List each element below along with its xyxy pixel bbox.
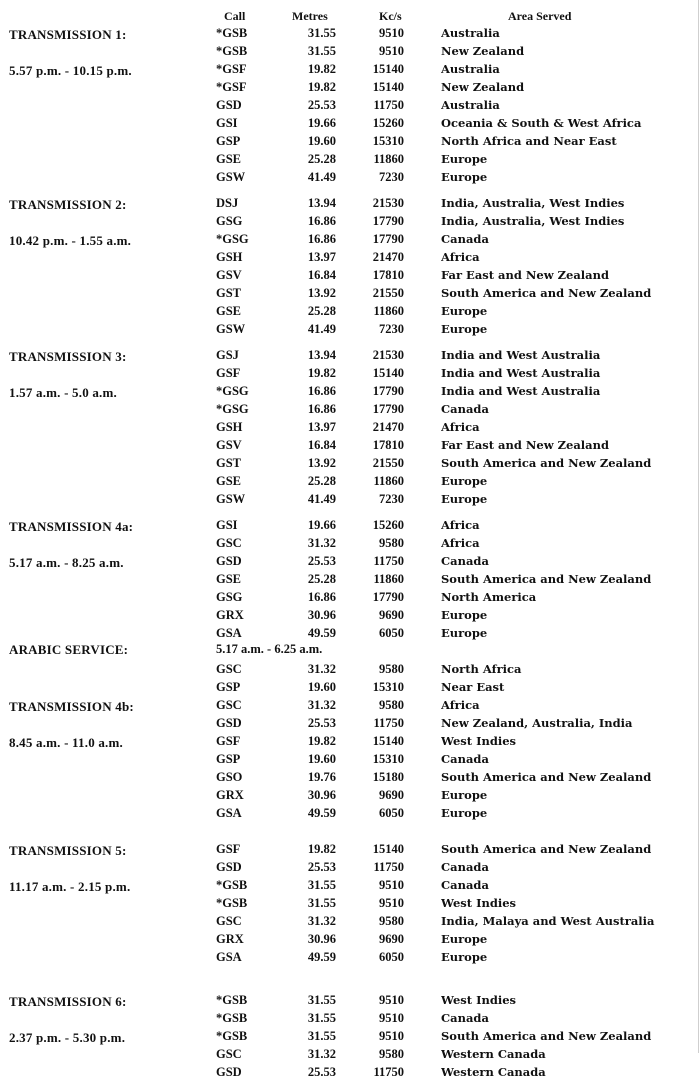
cell-call: GSD [216, 554, 242, 568]
table-row [0, 716, 700, 734]
section-title: TRANSMISSION 1: [9, 27, 127, 42]
cell-kcs: 15310 [372, 680, 404, 694]
cell-kcs: 7230 [379, 170, 404, 184]
cell-call: GSE [216, 474, 242, 488]
cell-kcs: 9510 [379, 993, 404, 1007]
cell-area: Africa [441, 698, 480, 712]
table-row [0, 842, 700, 860]
table-row [0, 214, 700, 232]
header-area-served: Area Served [508, 9, 572, 23]
cell-area: New Zealand [441, 80, 525, 94]
header-metres: Metres [292, 9, 328, 23]
table-row [0, 1047, 700, 1065]
table-row [0, 950, 700, 968]
cell-call: GSD [216, 860, 242, 874]
cell-area: Far East and New Zealand [441, 438, 610, 452]
cell-call: GSA [216, 950, 242, 964]
cell-area: Western Canada [441, 1047, 546, 1061]
cell-metres: 25.53 [307, 98, 336, 112]
section-time: 11.17 a.m. - 2.15 p.m. [9, 879, 131, 894]
section-time: 2.37 p.m. - 5.30 p.m. [9, 1030, 126, 1045]
table-row [0, 304, 700, 322]
cell-metres: 41.49 [307, 492, 336, 506]
section-title: TRANSMISSION 2: [9, 197, 127, 212]
cell-kcs: 9510 [379, 878, 404, 892]
cell-metres: 19.82 [307, 734, 336, 748]
cell-call: GSJ [216, 348, 239, 362]
cell-call: GSP [216, 680, 241, 694]
cell-area: New Zealand, Australia, India [441, 716, 633, 730]
cell-metres: 31.55 [307, 44, 336, 58]
cell-call: GRX [216, 608, 244, 622]
cell-call: GSO [216, 770, 243, 784]
cell-kcs: 11860 [373, 304, 404, 318]
cell-call: GSC [216, 1047, 242, 1061]
table-row [0, 752, 700, 770]
cell-metres: 13.97 [307, 420, 336, 434]
cell-kcs: 11750 [373, 554, 404, 568]
table-row [0, 152, 700, 170]
cell-call: GST [216, 286, 242, 300]
cell-metres: 49.59 [307, 950, 336, 964]
table-row [0, 170, 700, 188]
cell-metres: 19.82 [307, 62, 336, 76]
cell-metres: 25.53 [307, 1065, 336, 1079]
cell-area: South America and New Zealand [441, 572, 652, 586]
cell-call: GSV [216, 268, 242, 282]
cell-call: GSE [216, 572, 242, 586]
section-note: 5.17 a.m. - 6.25 a.m. [216, 642, 323, 656]
cell-kcs: 9510 [379, 44, 404, 58]
cell-metres: 30.96 [307, 932, 336, 946]
cell-call: *GSG [216, 232, 249, 246]
cell-area: West Indies [441, 896, 517, 910]
cell-metres: 25.28 [307, 304, 336, 318]
cell-kcs: 11750 [373, 1065, 404, 1079]
cell-metres: 13.97 [307, 250, 336, 264]
cell-area: Far East and New Zealand [441, 268, 610, 282]
cell-metres: 30.96 [307, 788, 336, 802]
cell-area: South America and New Zealand [441, 770, 652, 784]
cell-kcs: 15180 [372, 770, 404, 784]
cell-kcs: 15310 [372, 134, 404, 148]
table-row [0, 518, 700, 536]
cell-metres: 31.55 [307, 878, 336, 892]
section-title: TRANSMISSION 6: [9, 994, 127, 1009]
cell-call: GSC [216, 698, 242, 712]
cell-call: GSC [216, 536, 242, 550]
cell-area: South America and New Zealand [441, 456, 652, 470]
table-row [0, 456, 700, 474]
cell-kcs: 17790 [372, 214, 404, 228]
section-title: ARABIC SERVICE: [9, 642, 129, 657]
cell-kcs: 17790 [372, 232, 404, 246]
cell-area: Europe [441, 626, 488, 640]
cell-area: West Indies [441, 993, 517, 1007]
cell-metres: 41.49 [307, 322, 336, 336]
section-time: 8.45 a.m. - 11.0 a.m. [9, 735, 123, 750]
cell-call: GRX [216, 788, 244, 802]
cell-call: *GSB [216, 26, 248, 40]
cell-area: West Indies [441, 734, 517, 748]
cell-kcs: 9580 [379, 662, 404, 676]
cell-kcs: 15140 [372, 734, 404, 748]
cell-metres: 19.82 [307, 842, 336, 856]
cell-metres: 16.86 [307, 590, 336, 604]
cell-kcs: 9510 [379, 1029, 404, 1043]
cell-kcs: 9580 [379, 698, 404, 712]
cell-metres: 19.66 [307, 518, 336, 532]
cell-area: Europe [441, 788, 488, 802]
cell-metres: 25.53 [307, 554, 336, 568]
cell-call: GSW [216, 492, 246, 506]
table-row [0, 770, 700, 788]
cell-call: GSW [216, 322, 246, 336]
cell-call: GSH [216, 420, 243, 434]
table-row [0, 116, 700, 134]
cell-metres: 49.59 [307, 806, 336, 820]
cell-metres: 31.32 [307, 1047, 336, 1061]
cell-call: GSI [216, 518, 238, 532]
table-row [0, 878, 700, 896]
section-time: 5.57 p.m. - 10.15 p.m. [9, 63, 132, 78]
cell-call: GSH [216, 250, 243, 264]
cell-call: *GSB [216, 44, 248, 58]
cell-area: Africa [441, 536, 480, 550]
cell-kcs: 15140 [372, 80, 404, 94]
cell-area: India, Australia, West Indies [441, 196, 625, 210]
table-row [0, 788, 700, 806]
cell-metres: 13.94 [307, 196, 336, 210]
table-row [0, 993, 700, 1011]
section-time: 1.57 a.m. - 5.0 a.m. [9, 385, 117, 400]
cell-kcs: 15140 [372, 62, 404, 76]
cell-kcs: 11750 [373, 716, 404, 730]
table-row [0, 322, 700, 340]
cell-kcs: 21470 [372, 420, 404, 434]
cell-call: GSW [216, 170, 246, 184]
cell-kcs: 9690 [379, 608, 404, 622]
table-row [0, 662, 700, 680]
cell-call: GSA [216, 626, 242, 640]
section-title: TRANSMISSION 4b: [9, 699, 134, 714]
cell-kcs: 15310 [372, 752, 404, 766]
cell-area: South America and New Zealand [441, 286, 652, 300]
cell-metres: 13.94 [307, 348, 336, 362]
table-row [0, 734, 700, 752]
table-row [0, 80, 700, 98]
cell-metres: 16.84 [307, 268, 336, 282]
cell-metres: 16.86 [307, 384, 336, 398]
cell-call: GSP [216, 134, 241, 148]
table-row [0, 572, 700, 590]
section-title: TRANSMISSION 4a: [9, 519, 134, 534]
table-row [0, 232, 700, 250]
cell-call: *GSB [216, 993, 248, 1007]
cell-metres: 25.53 [307, 716, 336, 730]
cell-metres: 30.96 [307, 608, 336, 622]
table-row [0, 1011, 700, 1029]
cell-area: Europe [441, 608, 488, 622]
cell-kcs: 9510 [379, 1011, 404, 1025]
cell-area: Canada [441, 860, 489, 874]
cell-area: Europe [441, 806, 488, 820]
cell-call: *GSG [216, 384, 249, 398]
table-row [0, 384, 700, 402]
table-row [0, 196, 700, 214]
cell-metres: 16.86 [307, 402, 336, 416]
table-row [0, 286, 700, 304]
table-row [0, 608, 700, 626]
cell-area: Canada [441, 878, 489, 892]
cell-kcs: 17790 [372, 402, 404, 416]
cell-metres: 31.32 [307, 914, 336, 928]
cell-area: Africa [441, 250, 480, 264]
cell-kcs: 7230 [379, 322, 404, 336]
cell-kcs: 21530 [372, 348, 404, 362]
cell-call: GSC [216, 914, 242, 928]
table-row [0, 438, 700, 456]
cell-metres: 19.60 [307, 680, 336, 694]
cell-metres: 49.59 [307, 626, 336, 640]
cell-area: South America and New Zealand [441, 842, 652, 856]
cell-area: India and West Australia [441, 384, 601, 398]
cell-call: *GSF [216, 62, 247, 76]
table-row [0, 860, 700, 878]
cell-kcs: 9510 [379, 896, 404, 910]
cell-area: Europe [441, 932, 488, 946]
table-row [0, 698, 700, 716]
table-row [0, 402, 700, 420]
cell-area: Africa [441, 420, 480, 434]
cell-metres: 13.92 [307, 286, 336, 300]
table-row [0, 1029, 700, 1047]
cell-metres: 13.92 [307, 456, 336, 470]
cell-kcs: 21530 [372, 196, 404, 210]
cell-call: DSJ [216, 196, 239, 210]
cell-call: GSP [216, 752, 241, 766]
cell-area: North America [441, 590, 537, 604]
cell-area: Canada [441, 1011, 489, 1025]
header-call: Call [224, 9, 246, 23]
cell-metres: 25.53 [307, 860, 336, 874]
cell-metres: 31.55 [307, 993, 336, 1007]
cell-call: GSE [216, 304, 242, 318]
cell-metres: 31.32 [307, 698, 336, 712]
cell-metres: 31.55 [307, 26, 336, 40]
table-row [0, 98, 700, 116]
cell-metres: 31.55 [307, 1011, 336, 1025]
cell-metres: 25.28 [307, 572, 336, 586]
cell-kcs: 21550 [372, 456, 404, 470]
table-row [0, 474, 700, 492]
cell-kcs: 21550 [372, 286, 404, 300]
cell-call: GSI [216, 116, 238, 130]
cell-kcs: 15140 [372, 366, 404, 380]
cell-kcs: 21470 [372, 250, 404, 264]
table-row [0, 932, 700, 950]
cell-area: Europe [441, 950, 488, 964]
table-row [0, 536, 700, 554]
table-row [0, 366, 700, 384]
cell-call: *GSB [216, 1011, 248, 1025]
cell-area: Europe [441, 492, 488, 506]
cell-call: GSE [216, 152, 242, 166]
cell-call: GSG [216, 214, 243, 228]
cell-call: GSD [216, 716, 242, 730]
cell-area: New Zealand [441, 44, 525, 58]
cell-kcs: 11860 [373, 474, 404, 488]
section-time: 10.42 p.m. - 1.55 a.m. [9, 233, 132, 248]
cell-area: South America and New Zealand [441, 1029, 652, 1043]
cell-call: *GSB [216, 878, 248, 892]
cell-call: GSF [216, 734, 241, 748]
cell-metres: 19.82 [307, 80, 336, 94]
cell-area: Australia [441, 26, 500, 40]
cell-call: *GSB [216, 896, 248, 910]
table-row [0, 554, 700, 572]
cell-area: Canada [441, 232, 489, 246]
cell-call: GSA [216, 806, 242, 820]
cell-metres: 19.60 [307, 752, 336, 766]
cell-call: GRX [216, 932, 244, 946]
cell-kcs: 17810 [372, 438, 404, 452]
cell-kcs: 7230 [379, 492, 404, 506]
cell-kcs: 6050 [379, 806, 404, 820]
cell-area: Oceania & South & West Africa [441, 116, 642, 130]
cell-metres: 41.49 [307, 170, 336, 184]
table-row [0, 914, 700, 932]
cell-kcs: 17810 [372, 268, 404, 282]
cell-kcs: 11750 [373, 98, 404, 112]
cell-area: Canada [441, 554, 489, 568]
cell-metres: 16.84 [307, 438, 336, 452]
cell-area: North Africa [441, 662, 522, 676]
table-row [0, 896, 700, 914]
cell-call: GSC [216, 662, 242, 676]
cell-kcs: 11750 [373, 860, 404, 874]
table-row [0, 420, 700, 438]
cell-area: Australia [441, 62, 500, 76]
cell-area: Europe [441, 322, 488, 336]
cell-call: *GSF [216, 80, 247, 94]
cell-kcs: 15260 [372, 518, 404, 532]
table-row [0, 1065, 700, 1083]
cell-metres: 19.76 [307, 770, 336, 784]
cell-area: Canada [441, 402, 489, 416]
cell-kcs: 9580 [379, 914, 404, 928]
cell-kcs: 9580 [379, 1047, 404, 1061]
cell-kcs: 15140 [372, 842, 404, 856]
cell-area: India, Australia, West Indies [441, 214, 625, 228]
cell-metres: 19.66 [307, 116, 336, 130]
cell-kcs: 9690 [379, 932, 404, 946]
cell-kcs: 15260 [372, 116, 404, 130]
section-title: TRANSMISSION 3: [9, 349, 127, 364]
cell-metres: 19.60 [307, 134, 336, 148]
cell-kcs: 9580 [379, 536, 404, 550]
cell-kcs: 9690 [379, 788, 404, 802]
table-row [0, 680, 700, 698]
table-row [0, 268, 700, 286]
cell-call: GSG [216, 590, 243, 604]
cell-area: Canada [441, 752, 489, 766]
cell-metres: 19.82 [307, 366, 336, 380]
cell-metres: 25.28 [307, 474, 336, 488]
cell-call: GSF [216, 842, 241, 856]
cell-call: GSV [216, 438, 242, 452]
cell-kcs: 17790 [372, 384, 404, 398]
cell-kcs: 11860 [373, 572, 404, 586]
cell-area: Africa [441, 518, 480, 532]
cell-call: GSD [216, 98, 242, 112]
cell-metres: 25.28 [307, 152, 336, 166]
cell-metres: 31.32 [307, 662, 336, 676]
cell-call: GSF [216, 366, 241, 380]
section-time: 5.17 a.m. - 8.25 a.m. [9, 555, 124, 570]
section-title: TRANSMISSION 5: [9, 843, 127, 858]
cell-kcs: 17790 [372, 590, 404, 604]
table-row [0, 590, 700, 608]
cell-kcs: 6050 [379, 626, 404, 640]
cell-area: Australia [441, 98, 500, 112]
cell-kcs: 11860 [373, 152, 404, 166]
cell-metres: 31.55 [307, 1029, 336, 1043]
cell-area: North Africa and Near East [441, 134, 617, 148]
cell-call: GST [216, 456, 242, 470]
cell-call: *GSG [216, 402, 249, 416]
cell-area: India and West Australia [441, 366, 601, 380]
table-row [0, 806, 700, 824]
cell-area: Europe [441, 304, 488, 318]
table-row [0, 62, 700, 80]
cell-area: Near East [441, 680, 505, 694]
cell-call: GSD [216, 1065, 242, 1079]
cell-area: Europe [441, 474, 488, 488]
table-row [0, 26, 700, 44]
cell-kcs: 9510 [379, 26, 404, 40]
header-kcs: Kc/s [379, 9, 402, 23]
cell-area: India, Malaya and West Australia [441, 914, 655, 928]
cell-area: Western Canada [441, 1065, 546, 1079]
cell-metres: 16.86 [307, 232, 336, 246]
cell-area: Europe [441, 152, 488, 166]
table-row [0, 250, 700, 268]
table-row [0, 44, 700, 62]
cell-area: Europe [441, 170, 488, 184]
cell-kcs: 6050 [379, 950, 404, 964]
cell-metres: 31.55 [307, 896, 336, 910]
cell-metres: 31.32 [307, 536, 336, 550]
cell-area: India and West Australia [441, 348, 601, 362]
cell-metres: 16.86 [307, 214, 336, 228]
table-row [0, 348, 700, 366]
cell-call: *GSB [216, 1029, 248, 1043]
table-row [0, 492, 700, 510]
table-row [0, 134, 700, 152]
